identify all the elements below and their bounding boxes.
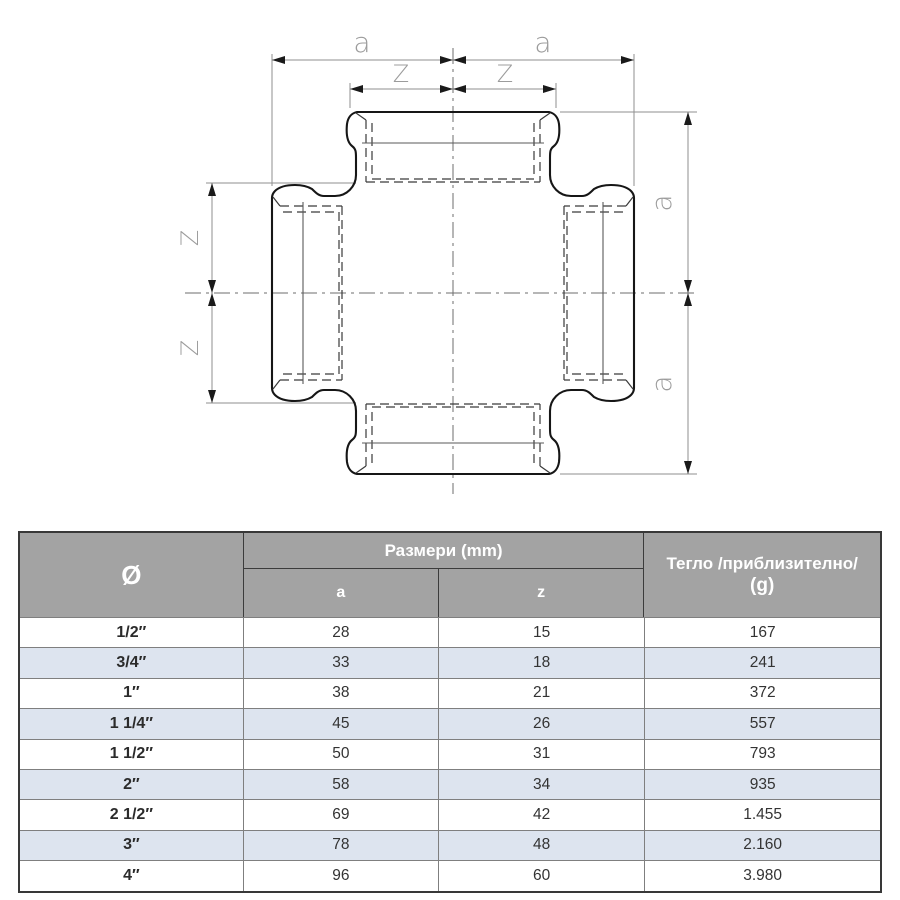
header-weight-unit: (g) (750, 574, 775, 596)
cell-size: 2″ (123, 775, 140, 793)
cell-a: 50 (243, 740, 438, 769)
cell-z: 48 (438, 831, 644, 860)
cell-weight: 793 (644, 740, 880, 769)
header-col-z: z (438, 569, 644, 617)
table-row (20, 739, 880, 769)
cell-size: 1 1/4″ (109, 714, 153, 732)
cell-weight: 557 (644, 709, 880, 738)
table-row (20, 647, 880, 677)
cell-size: 1 1/2″ (109, 745, 153, 763)
header-weight (644, 533, 880, 617)
table-row (20, 678, 880, 708)
dim-label-a-top-right: a (534, 26, 552, 59)
cell-z: 21 (438, 679, 644, 708)
table-row (20, 769, 880, 799)
cell-a: 78 (243, 831, 438, 860)
dim-label-a-top-left: a (353, 26, 371, 59)
cell-weight: 167 (644, 618, 880, 647)
cell-size: 4″ (123, 866, 140, 884)
cell-z: 15 (438, 618, 644, 647)
cell-a: 33 (243, 648, 438, 677)
cell-weight: 2.160 (644, 831, 880, 860)
cell-a: 58 (243, 770, 438, 799)
cell-weight: 935 (644, 770, 880, 799)
header-col-a: a (243, 569, 438, 617)
table-row (20, 860, 880, 890)
dimension-arrows (208, 56, 692, 474)
table-row (20, 617, 880, 647)
dimensions-table (18, 531, 882, 893)
cell-z: 42 (438, 800, 644, 829)
dim-label-a-right-upper: a (645, 194, 678, 212)
cell-weight: 372 (644, 679, 880, 708)
dimension-lines (212, 60, 688, 474)
cell-weight: 3.980 (644, 861, 880, 890)
cell-size: 3″ (123, 836, 140, 854)
dim-label-z-left-upper: Z (176, 229, 204, 247)
cell-z: 26 (438, 709, 644, 738)
header-dimensions-group: Размери (mm) (243, 533, 645, 569)
cell-z: 60 (438, 861, 644, 890)
cell-weight: 241 (644, 648, 880, 677)
table-row (20, 799, 880, 829)
cell-a: 69 (243, 800, 438, 829)
extension-lines (206, 54, 697, 474)
cell-a: 28 (243, 618, 438, 647)
table-header (20, 533, 880, 617)
cell-z: 18 (438, 648, 644, 677)
dim-label-z-left-lower: Z (176, 339, 204, 357)
header-diameter: Ø (121, 559, 142, 590)
cell-a: 45 (243, 709, 438, 738)
table-row (20, 708, 880, 738)
cell-a: 96 (243, 861, 438, 890)
cell-z: 34 (438, 770, 644, 799)
cell-size: 1″ (123, 684, 140, 702)
cell-z: 31 (438, 740, 644, 769)
dim-label-z-top-left: Z (392, 60, 410, 88)
dim-label-z-top-right: Z (496, 60, 514, 88)
table-body (20, 617, 880, 891)
dim-label-a-right-lower: a (645, 375, 678, 393)
cell-a: 38 (243, 679, 438, 708)
cell-size: 2 1/2″ (109, 806, 153, 824)
cell-size: 3/4″ (116, 654, 147, 672)
cell-weight: 1.455 (644, 800, 880, 829)
centerlines (185, 48, 699, 494)
cell-size: 1/2″ (116, 623, 147, 641)
table-row (20, 830, 880, 860)
header-weight-title: Тегло /приблизително/ (666, 553, 858, 573)
